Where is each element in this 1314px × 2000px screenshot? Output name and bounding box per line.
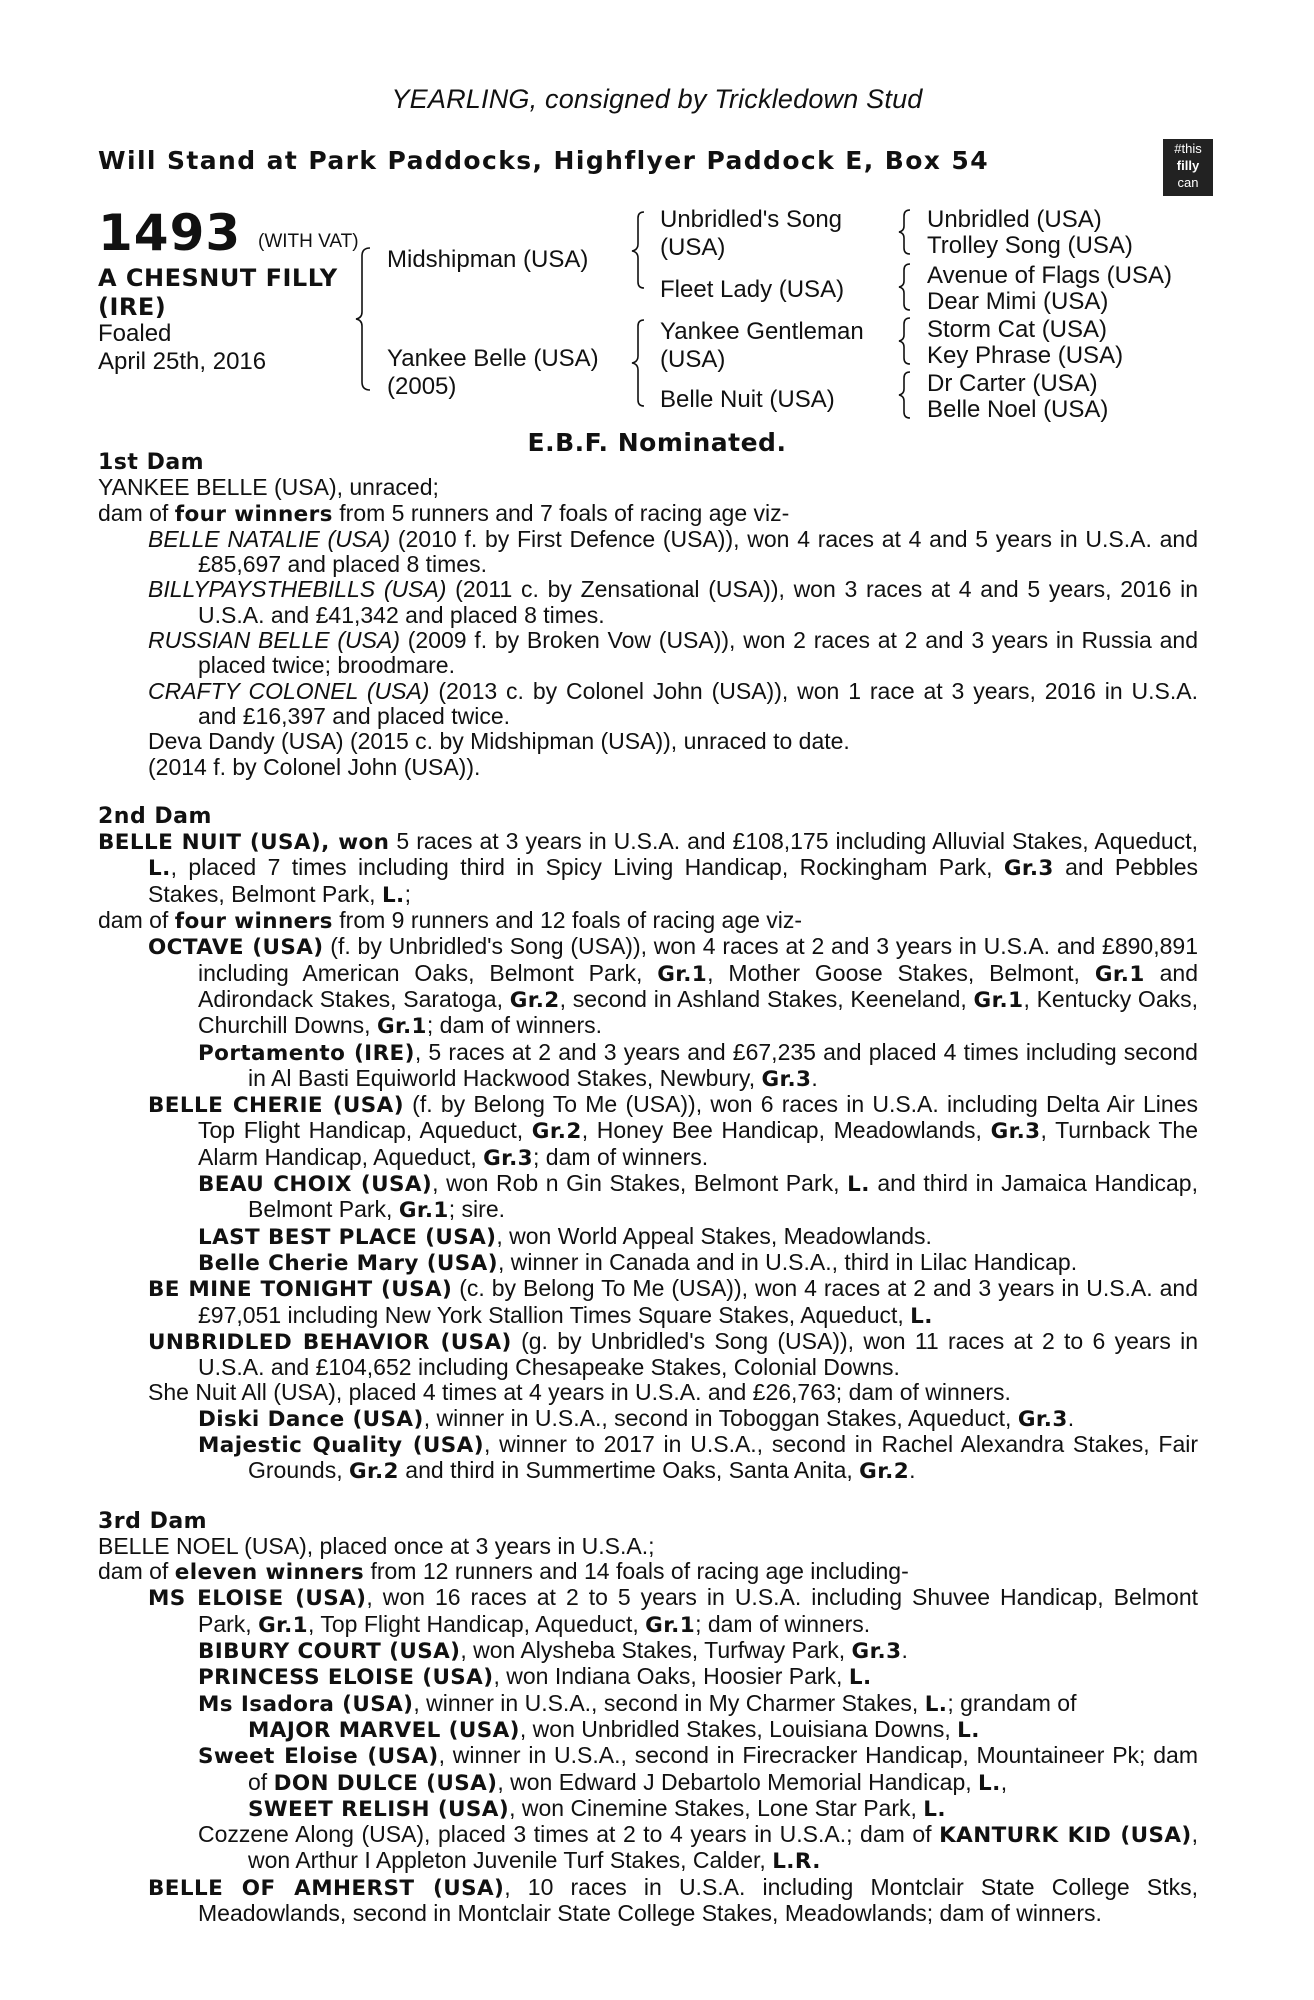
pedigree-brace-dam (634, 318, 646, 408)
pedigree-dam-sire-line-1: Yankee Gentleman (660, 318, 864, 345)
lot-description-line-1: A CHESNUT FILLY (98, 264, 338, 292)
second-dam-grandfoal: LAST BEST PLACE (USA), won World Appeal Stakes, Meadowlands. (198, 1222, 932, 1250)
second-dam-grandfoal: BEAU CHOIX (USA), won Rob n Gin Stakes, Belmont Park, L. and third in Jamaica Handicap, Belmont Park, Gr.1; sire. (198, 1170, 1198, 1224)
catalogue-body (98, 450, 1198, 1926)
pedigree-sdd: Dear Mimi (USA) (927, 288, 1109, 315)
first-dam-foal: (2014 f. by Colonel John (USA)). (148, 753, 481, 780)
third-dam-foal: BELLE OF AMHERST (USA), 10 races in U.S.A. including Montclair State College Stks, Meadowlands, second in Montclair State College Stakes, Meadowlands; dam of winners. (148, 1873, 1198, 1927)
pedigree-brace-ds (900, 316, 912, 366)
first-dam-foal: BELLE NATALIE (USA) (2010 f. by First Defence (USA)), won 4 races at 4 and 5 years in U.S.A. and £85,697 and placed 8 times. (148, 525, 1198, 578)
second-dam-heading: 2nd Dam (98, 803, 212, 829)
second-dam-foal: BELLE CHERIE (USA) (f. by Belong To Me (USA)), won 6 races in U.S.A. including Delta Air Lines Top Flight Handicap, Aqueduct, Gr.2, Honey Bee Handicap, Meadowlands, Gr.3, Turnback The Alarm Handicap, Aqueduct, Gr.3; dam of winners. (148, 1091, 1198, 1171)
foaled-label: Foaled (98, 320, 172, 347)
badge-line-1: #this (1174, 141, 1202, 156)
pedigree-dam-sire (660, 318, 864, 374)
pedigree-dam-name: Yankee Belle (USA) (387, 345, 599, 372)
pedigree-dss: Storm Cat (USA) (927, 316, 1108, 343)
location-line: Will Stand at Park Paddocks, Highflyer Paddock E, Box 54 (98, 146, 990, 175)
pedigree-brace-sire (634, 210, 646, 290)
second-dam-grandfoal: Belle Cherie Mary (USA), winner in Canada and in U.S.A., third in Lilac Handicap. (198, 1248, 1078, 1276)
pedigree-brace-dd (900, 370, 912, 420)
hashtag-badge (1163, 139, 1213, 196)
pedigree-ddd: Belle Noel (USA) (927, 396, 1109, 423)
pedigree-brace-ss (900, 208, 912, 256)
third-dam-great-grandfoal: MAJOR MARVEL (USA), won Unbridled Stakes, Louisiana Downs, L. (248, 1715, 980, 1743)
second-dam-grandfoal: Diski Dance (USA), winner in U.S.A., second in Toboggan Stakes, Aqueduct, Gr.3. (198, 1404, 1075, 1432)
first-dam-summary: dam of four winners from 5 runners and 7 foals of racing age viz- (98, 499, 790, 527)
pedigree-sss: Unbridled (USA) (927, 206, 1102, 233)
first-dam-foal: Deva Dandy (USA) (2015 c. by Midshipman (USA)), unraced to date. (148, 728, 850, 755)
third-dam-grandfoal: PRINCESS ELOISE (USA), won Indiana Oaks, Hoosier Park, L. (198, 1663, 872, 1691)
third-dam-grandfoal: BIBURY COURT (USA), won Alysheba Stakes, Turfway Park, Gr.3. (198, 1637, 908, 1665)
second-dam-foal: She Nuit All (USA), placed 4 times at 4 years in U.S.A. and £26,763; dam of winners. (148, 1379, 1011, 1406)
pedigree-dam-sire-line-2: (USA) (660, 346, 726, 373)
first-dam-foal: CRAFTY COLONEL (USA) (2013 c. by Colonel John (USA)), won 1 race at 3 years, 2016 in U.S.A. and £16,397 and placed twice. (148, 677, 1199, 729)
pedigree-sire: Midshipman (USA) (387, 246, 589, 273)
pedigree-dsd: Key Phrase (USA) (927, 342, 1124, 369)
lot-number: 1493 (98, 204, 242, 262)
badge-line-3: can (1177, 175, 1199, 190)
foaled-info (98, 320, 266, 376)
third-dam-grandfoal: Cozzene Along (USA), placed 3 times at 2 to 4 years in U.S.A.; dam of KANTURK KID (USA), won Arthur I Appleton Juvenile Turf Stakes, Calder, L.R. (198, 1821, 1198, 1875)
third-dam-summary: dam of eleven winners from 12 runners and 14 foals of racing age including- (98, 1558, 909, 1586)
pedigree-sire-dam: Fleet Lady (USA) (660, 276, 845, 303)
third-dam-heading: 3rd Dam (98, 1508, 208, 1534)
second-dam-summary: dam of four winners from 9 runners and 12 foals of racing age viz- (98, 907, 803, 935)
second-dam-foal: OCTAVE (USA) (f. by Unbridled's Song (USA)), won 4 races at 2 and 3 years in U.S.A. and £890,891 including American Oaks, Belmont Park, Gr.1, Mother Goose Stakes, Belmont, Gr.1 and Adirondack Stakes, Saratoga, Gr.2, second in Ashland Stakes, Keeneland, Gr.1, Kentucky Oaks, Churchill Downs, Gr.1; dam of winners. (148, 933, 1199, 1040)
second-dam-grandfoal: Majestic Quality (USA), winner to 2017 in U.S.A., second in Rachel Alexandra Stakes, Fair Grounds, Gr.2 and third in Summertime Oaks, Santa Anita, Gr.2. (198, 1430, 1199, 1485)
lot-description (98, 264, 338, 322)
ebf-nominated: E.B.F. Nominated. (527, 428, 787, 457)
foaled-date: April 25th, 2016 (98, 348, 267, 375)
lot-description-line-2: (IRE) (98, 293, 167, 321)
first-dam-name: YANKEE BELLE (USA), unraced; (98, 474, 439, 501)
pedigree-dds: Dr Carter (USA) (927, 370, 1098, 397)
badge-line-2: filly (1176, 158, 1200, 173)
first-dam-heading: 1st Dam (98, 450, 205, 475)
consignment-title: YEARLING, consigned by Trickledown Stud (391, 84, 923, 114)
pedigree-sds: Avenue of Flags (USA) (927, 262, 1173, 289)
first-dam-foal: BILLYPAYSTHEBILLS (USA) (2011 c. by Zensational (USA)), won 3 races at 4 and 5 years, 2016 in U.S.A. and £41,342 and placed 8 times. (148, 576, 1198, 628)
pedigree-sire-sire-line-1: Unbridled's Song (660, 206, 843, 233)
second-dam-record: BELLE NUIT (USA), won 5 races at 3 years in U.S.A. and £108,175 including Alluvial Stakes, Aqueduct, L., placed 7 times including third in Spicy Living Handicap, Rockingham Park, Gr.3 and Pebbles Stakes, Belmont Park, L.; (98, 828, 1198, 908)
second-dam-foal: BE MINE TONIGHT (USA) (c. by Belong To Me (USA)), won 4 races at 2 and 3 years in U.S.A. and £97,051 including New York Stallion Times Square Stakes, Aqueduct, L. (148, 1275, 1199, 1329)
pedigree-dam-year: (2005) (387, 373, 457, 400)
third-dam-foal: MS ELOISE (USA), won 16 races at 2 to 5 years in U.S.A. including Shuvee Handicap, Belmont Park, Gr.1, Top Flight Handicap, Aqueduct, Gr.1; dam of winners. (148, 1584, 1198, 1638)
pedigree-ssd: Trolley Song (USA) (927, 232, 1133, 259)
third-dam-grandfoal: Ms Isadora (USA), winner in U.S.A., second in My Charmer Stakes, L.; grandam of (198, 1689, 1077, 1717)
pedigree-sire-sire (660, 206, 842, 262)
third-dam-grandfoal: Sweet Eloise (USA), winner in U.S.A., second in Firecracker Handicap, Mountaineer Pk; dam of DON DULCE (USA), won Edward J Debartolo Memorial Handicap, L., (198, 1742, 1198, 1796)
third-dam-great-grandfoal: SWEET RELISH (USA), won Cinemine Stakes, Lone Star Park, L. (248, 1794, 946, 1822)
pedigree-brace-sd (900, 262, 912, 312)
second-dam-grandfoal: Portamento (IRE), 5 races at 2 and 3 years and £67,235 and placed 4 times including second in Al Basti Equiworld Hackwood Stakes, Newbury, Gr.3. (198, 1038, 1198, 1092)
vat-note: (WITH VAT) (258, 231, 359, 252)
pedigree-sire-sire-line-2: (USA) (660, 234, 726, 261)
pedigree-brace-main (360, 246, 372, 392)
third-dam-name: BELLE NOEL (USA), placed once at 3 years in U.S.A.; (98, 1532, 655, 1559)
first-dam-foal: RUSSIAN BELLE (USA) (2009 f. by Broken Vow (USA)), won 2 races at 2 and 3 years in Russia and placed twice; broodmare. (148, 627, 1198, 679)
second-dam-foal: UNBRIDLED BEHAVIOR (USA) (g. by Unbridled's Song (USA)), won 11 races at 2 to 6 years in U.S.A. and £104,652 including Chesapeake Stakes, Colonial Downs. (148, 1327, 1198, 1381)
pedigree-dam-dam: Belle Nuit (USA) (660, 386, 835, 413)
pedigree-dam (387, 345, 599, 401)
